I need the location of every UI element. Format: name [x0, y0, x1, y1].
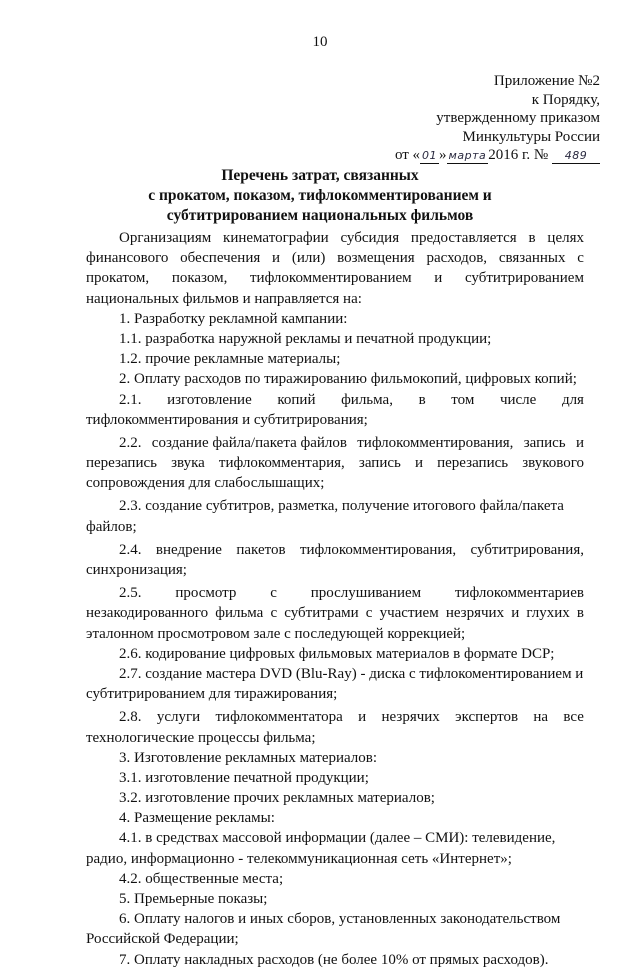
list-item-continued: Российской Федерации;: [86, 931, 239, 948]
word: и: [358, 709, 367, 726]
word: внедрение: [155, 541, 222, 558]
word: 2.1.: [119, 391, 142, 408]
handwritten-order-number: 489: [552, 149, 600, 164]
list-item: 2. Оплату расходов по тиражированию фильмокопий, цифровых копий;: [119, 371, 577, 388]
word: Организациям: [119, 230, 212, 246]
word: с: [270, 605, 278, 622]
word: с: [577, 250, 584, 267]
word: 2.2.: [119, 434, 142, 451]
appendix-header: [300, 72, 600, 165]
word: с: [365, 605, 373, 622]
word: просмотр: [175, 585, 237, 602]
word: предоставляется: [410, 230, 517, 246]
list-item: 3.2. изготовление прочих рекламных материалов;: [119, 790, 435, 807]
list-item: [86, 583, 584, 603]
word: тифлокомментирования,: [357, 434, 514, 451]
word: и: [575, 434, 584, 451]
list-item-continued: [86, 453, 584, 473]
word: тифлокомментирования,: [299, 541, 457, 558]
word: 2.5.: [119, 585, 142, 602]
word: кинематографии: [223, 230, 329, 246]
list-item-continued: технологические процессы фильма;: [86, 729, 316, 746]
date-prefix: от «: [394, 147, 421, 163]
list-item: 4. Размещение рекламы:: [119, 810, 275, 827]
word: участием: [379, 605, 439, 622]
word: тифлокомментария,: [218, 455, 345, 472]
word: субтитрирования,: [470, 541, 584, 558]
word: в: [576, 605, 584, 622]
word: субтитрированием: [464, 270, 584, 287]
list-item-continued: эталонном просмотровом зале с последующей коррекцией;: [86, 625, 466, 642]
word: расходов,: [426, 250, 488, 267]
word: связанных: [498, 250, 566, 267]
appendix-ref: к Порядку,: [531, 91, 600, 108]
word: показом,: [171, 270, 228, 287]
word: незрячих: [381, 709, 440, 726]
word: звука: [171, 455, 205, 472]
appendix-date-line: [300, 146, 600, 165]
list-item: [86, 433, 584, 453]
list-item: 6. Оплату налогов и иных сборов, установленных законодательством: [119, 911, 561, 928]
word: тифлокомментатора: [215, 709, 343, 726]
list-item-continued: [86, 603, 584, 623]
appendix-approved: утвержденному приказом: [436, 110, 600, 126]
word: тифлокомментированием: [250, 270, 412, 287]
word: и: [272, 250, 281, 267]
word: для: [561, 391, 584, 408]
list-item: 7. Оплату накладных расходов (не более 10% от прямых расходов).: [119, 951, 549, 968]
list-item-continued: тифлокомментирования и субтитрирования;: [86, 411, 368, 428]
date-quote: »: [439, 147, 447, 163]
word: перезапись: [86, 455, 157, 472]
date-year: 2016 г. №: [488, 147, 549, 163]
word: с: [270, 585, 277, 602]
list-item: [86, 540, 584, 560]
list-item: 3.1. изготовление печатной продукции;: [119, 769, 369, 786]
word: 2.8.: [119, 709, 142, 726]
appendix-title: Приложение №2: [493, 73, 600, 89]
word: и: [434, 270, 443, 287]
word: обеспечения: [180, 250, 261, 267]
list-item-continued: субтитрированием для тиражирования;: [86, 686, 338, 703]
word: экспертов: [455, 709, 519, 726]
word: и: [414, 455, 424, 472]
word: изготовление: [167, 391, 252, 408]
intro-line: [86, 228, 584, 248]
word: копий: [277, 391, 316, 408]
list-item-continued: радио, информационно - телекоммуникационная сеть «Интернет»;: [86, 850, 512, 867]
handwritten-day: 01: [422, 149, 438, 162]
list-item: 4.2. общественные места;: [119, 870, 284, 887]
word: целях: [547, 230, 584, 246]
word: прослушиванием: [310, 585, 422, 602]
word: том: [451, 391, 475, 408]
title-line: Перечень затрат, связанных: [221, 167, 419, 184]
list-item: 5. Премьерные показы;: [119, 891, 268, 907]
page-number: 10: [312, 34, 328, 50]
word: финансового: [86, 250, 169, 267]
title-line: субтитрированием национальных фильмов: [166, 207, 474, 224]
intro-line: [86, 248, 584, 268]
word: незрячих: [445, 605, 505, 622]
word: запись: [358, 455, 401, 472]
word: звукового: [522, 455, 584, 472]
title-line: с прокатом, показом, тифлокомментированием и: [148, 187, 492, 204]
list-item: 1.2. прочие рекламные материалы;: [119, 351, 341, 368]
word: запись: [523, 434, 566, 451]
word: на: [533, 709, 549, 726]
handwritten-month: марта: [448, 149, 487, 162]
word: субсидия: [340, 230, 400, 246]
word: создание файла/пакета файлов: [151, 434, 347, 451]
list-item: 4.1. в средствах массовой информации (далее – СМИ): телевидение,: [119, 830, 556, 847]
word: 2.4.: [119, 541, 142, 558]
word: в: [418, 391, 426, 408]
word: все: [563, 709, 584, 726]
word: числе: [499, 391, 537, 408]
word: незакодированного: [86, 605, 209, 622]
list-item: 2.3. создание субтитров, разметка, получение итогового файла/пакета: [119, 498, 564, 515]
word: услуги: [156, 709, 201, 726]
word: (или): [291, 250, 326, 267]
word: фильма: [215, 605, 264, 622]
intro-line: [86, 268, 584, 288]
list-item: 1.1. разработка наружной рекламы и печатной продукции;: [119, 330, 492, 347]
word: и: [511, 605, 520, 622]
word: глухих: [526, 605, 570, 622]
document-body: [86, 228, 584, 970]
word: прокатом,: [86, 270, 150, 287]
word: фильма,: [341, 391, 393, 408]
list-item: 2.6. кодирование цифровых фильмовых материалов в формате DCP;: [119, 645, 555, 662]
appendix-ministry: Минкультуры России: [462, 128, 600, 145]
word: перезапись: [437, 455, 509, 472]
intro-line: национальных фильмов и направляется на:: [86, 290, 362, 307]
word: возмещения: [337, 250, 415, 267]
list-item-continued: синхронизация;: [86, 562, 187, 578]
word: пакетов: [236, 541, 286, 558]
word: в: [528, 230, 536, 246]
list-item: 3. Изготовление рекламных материалов:: [119, 749, 378, 766]
list-item-continued: сопровождения для слабослышащих;: [86, 475, 325, 492]
list-item: 2.7. создание мастера DVD (Blu-Ray) - диска с тифлокоментированием и: [119, 665, 584, 682]
list-item: [86, 390, 584, 410]
list-item: 1. Разработку рекламной кампании:: [119, 310, 348, 327]
word: тифлокомментариев: [454, 585, 584, 602]
list-item: [86, 707, 584, 727]
document-title: [0, 166, 640, 226]
list-item-continued: файлов;: [86, 518, 137, 535]
word: субтитрами: [284, 605, 359, 622]
